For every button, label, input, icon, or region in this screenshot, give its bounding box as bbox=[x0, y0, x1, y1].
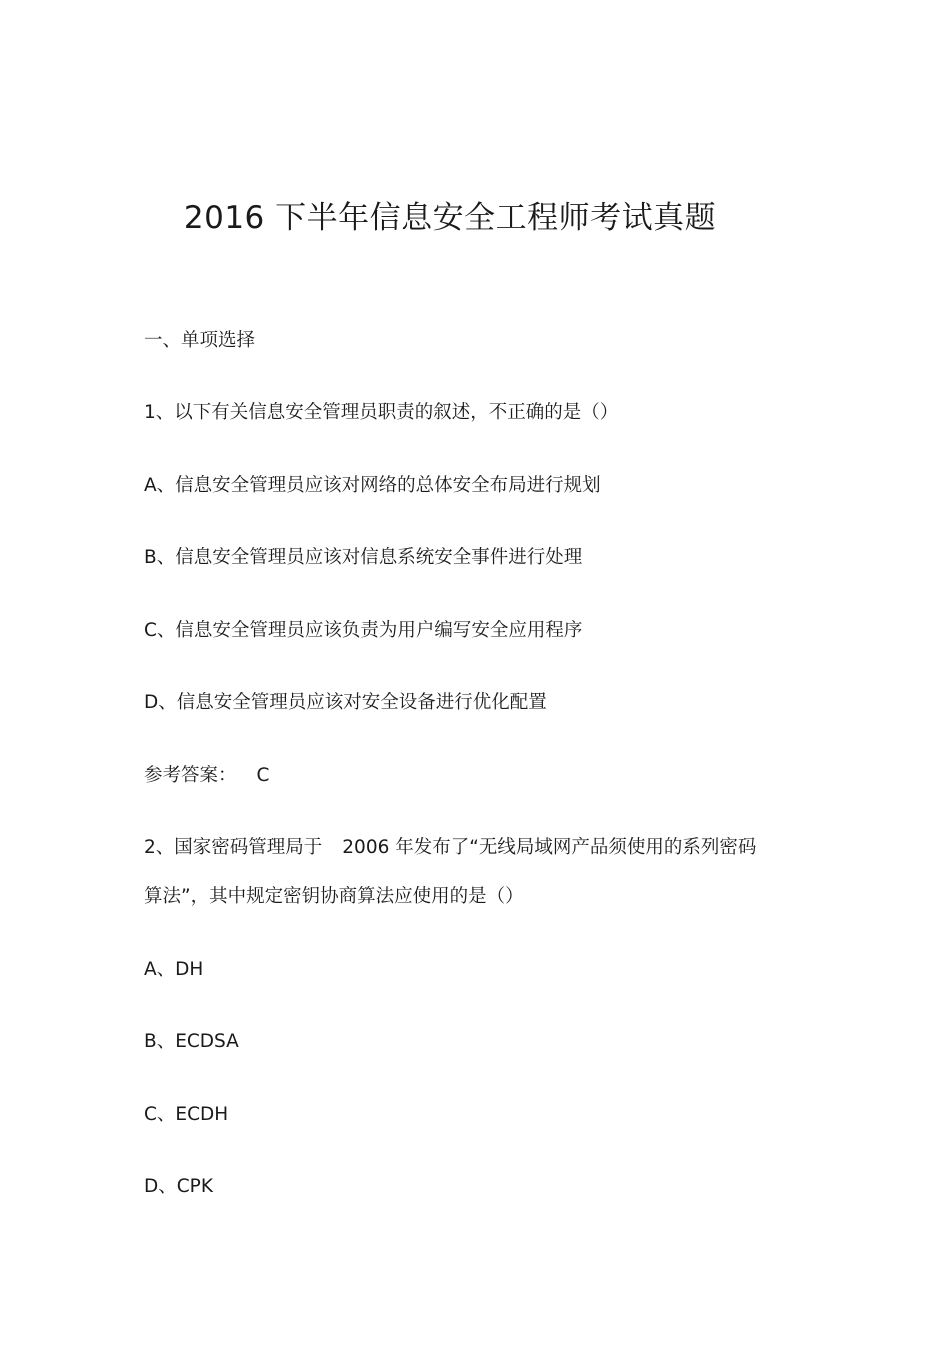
answer-value: C bbox=[256, 765, 270, 786]
question-1-option-d: D、信息安全管理员应该对安全设备进行优化配置 bbox=[144, 692, 547, 713]
question-1-option-c: C、信息安全管理员应该负责为用户编写安全应用程序 bbox=[144, 620, 583, 641]
answer-label: 参考答案： bbox=[144, 765, 237, 786]
question-2-option-c: C、ECDH bbox=[144, 1104, 229, 1125]
question-2-option-d: D、CPK bbox=[144, 1176, 213, 1197]
question-1-option-b: B、信息安全管理员应该对信息系统安全事件进行处理 bbox=[144, 547, 583, 568]
question-2-stem-part-1: 2、国家密码管理局于 bbox=[144, 837, 323, 858]
section-heading: 一、单项选择 bbox=[144, 330, 256, 351]
question-2-stem-line-1 bbox=[144, 835, 756, 861]
document-title: 2016 下半年信息安全工程师考试真题 bbox=[183, 200, 717, 236]
question-2-option-a: A、DH bbox=[144, 959, 204, 980]
question-1-answer bbox=[144, 763, 269, 789]
question-1-stem: 1、以下有关信息安全管理员职责的叙述，不正确的是（） bbox=[144, 402, 619, 423]
question-2-stem-line-2: 算法”，其中规定密钥协商算法应使用的是（） bbox=[144, 886, 524, 907]
question-2-stem-part-2: 2006 年发布了“无线局域网产品须使用的系列密码 bbox=[342, 837, 757, 858]
question-1-option-a: A、信息安全管理员应该对网络的总体安全布局进行规划 bbox=[144, 475, 601, 496]
question-2-option-b: B、ECDSA bbox=[144, 1031, 239, 1052]
